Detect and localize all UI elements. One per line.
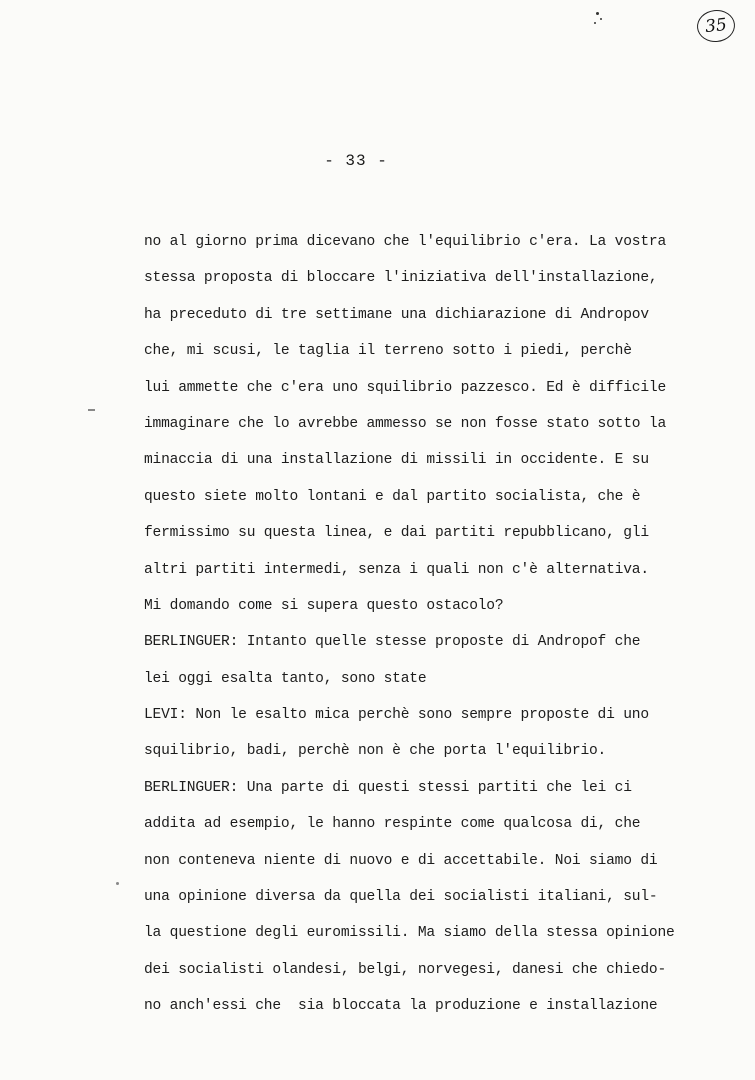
ink-speck bbox=[594, 22, 596, 24]
text-line: fermissimo su questa linea, e dai partiti repubblicano, gli bbox=[144, 525, 649, 542]
text-line: non conteneva niente di nuovo e di accettabile. Noi siamo di bbox=[144, 852, 658, 869]
text-line: stessa proposta di bloccare l'iniziativa dell'installazione, bbox=[144, 270, 658, 287]
archive-page-stamp bbox=[695, 8, 736, 44]
text-line: no anch'essi che sia bloccata la produzione e installazione bbox=[144, 998, 658, 1015]
text-line: Mi domando come si supera questo ostacolo? bbox=[144, 597, 504, 614]
text-line: lei oggi esalta tanto, sono state bbox=[144, 670, 427, 687]
text-line: addita ad esempio, le hanno respinte come qualcosa di, che bbox=[144, 816, 641, 833]
text-line: ha preceduto di tre settimane una dichiarazione di Andropov bbox=[144, 306, 649, 323]
text-line: immaginare che lo avrebbe ammesso se non fosse stato sotto la bbox=[144, 415, 667, 432]
text-line: BERLINGUER: Intanto quelle stesse proposte di Andropof che bbox=[144, 634, 641, 651]
page-number: - 33 - bbox=[324, 152, 388, 170]
ink-speck bbox=[600, 18, 602, 20]
text-line: una opinione diversa da quella dei socialisti italiani, sul- bbox=[144, 889, 658, 906]
text-line: lui ammette che c'era uno squilibrio pazzesco. Ed è difficile bbox=[144, 379, 667, 396]
text-line: la questione degli euromissili. Ma siamo della stessa opinione bbox=[144, 925, 675, 942]
margin-mark bbox=[116, 882, 119, 885]
text-line: squilibrio, badi, perchè non è che porta l'equilibrio. bbox=[144, 743, 607, 760]
text-line: che, mi scusi, le taglia il terreno sotto i piedi, perchè bbox=[144, 343, 632, 360]
ink-speck bbox=[596, 12, 599, 15]
text-line: BERLINGUER: Una parte di questi stessi partiti che lei ci bbox=[144, 779, 632, 796]
archive-page-stamp-number: 35 bbox=[704, 14, 728, 38]
text-line: dei socialisti olandesi, belgi, norvegesi, danesi che chiedo- bbox=[144, 961, 667, 978]
text-line: minaccia di una installazione di missili in occidente. E su bbox=[144, 452, 649, 469]
text-line: questo siete molto lontani e dal partito socialista, che è bbox=[144, 488, 641, 505]
text-line: altri partiti intermedi, senza i quali non c'è alternativa. bbox=[144, 561, 649, 578]
margin-mark bbox=[88, 409, 95, 411]
transcript-body bbox=[144, 228, 714, 1029]
text-line: no al giorno prima dicevano che l'equilibrio c'era. La vostra bbox=[144, 234, 667, 250]
text-line: LEVI: Non le esalto mica perchè sono sempre proposte di uno bbox=[144, 707, 649, 724]
